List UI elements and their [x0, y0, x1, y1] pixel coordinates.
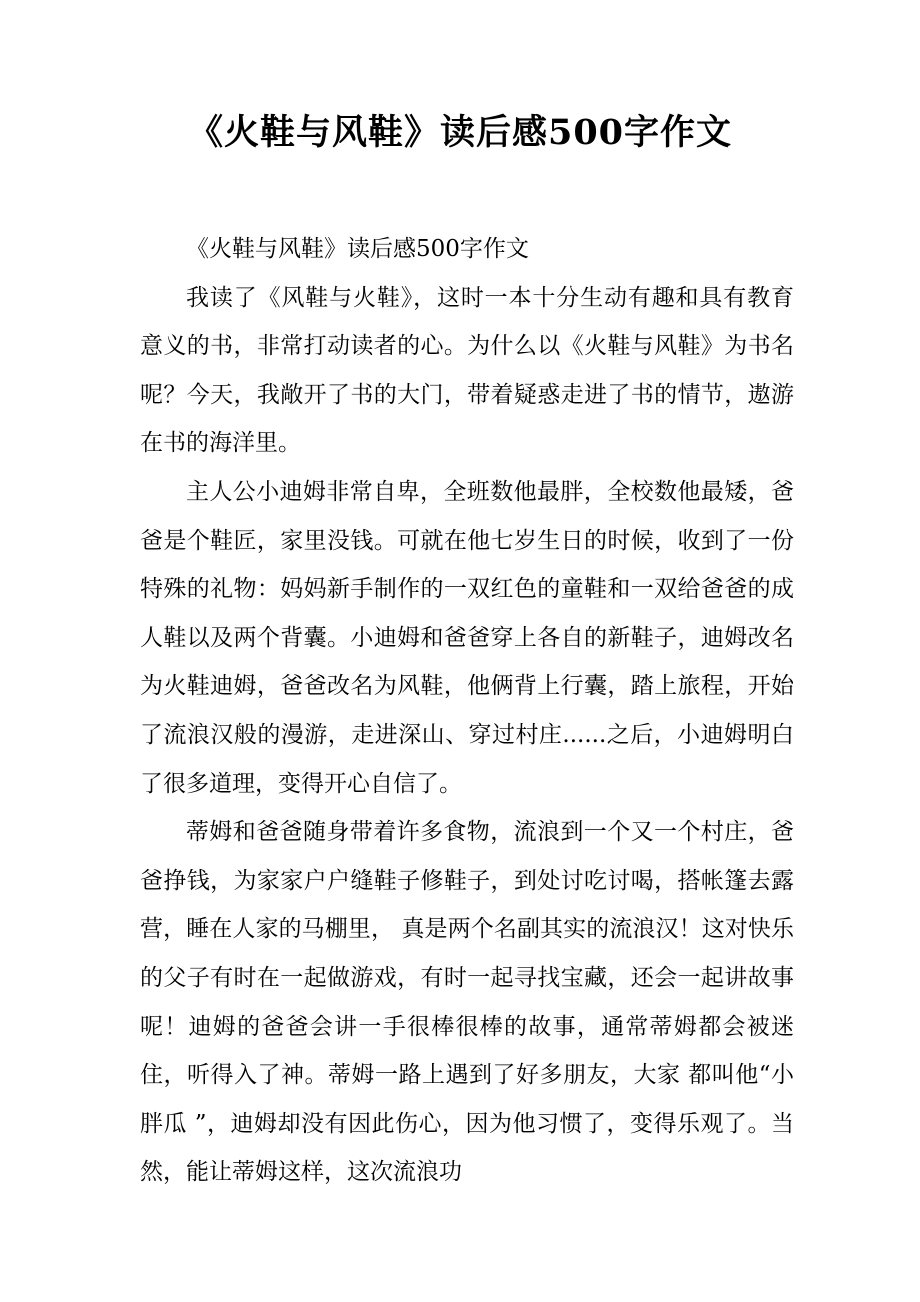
- paragraph-2: 主人公小迪姆非常自卑，全班数他最胖，全校数他最矮，爸爸是个鞋匠，家里没钱。可就在他七岁生日的时候，收到了一份特殊的礼物：妈妈新手制作的一双红色的童鞋和一双给爸爸的成人鞋以及两个背囊。小迪姆和爸爸穿上各自的新鞋子，迪姆改名为火鞋迪姆，爸爸改名为风鞋，他俩背上行囊，踏上旅程，开始了流浪汉般的漫游，走进深山、穿过村庄......之后，小迪姆明白了很多道理，变得开心自信了。: [140, 478, 794, 797]
- paragraph-3: 蒂姆和爸爸随身带着许多食物，流浪到一个又一个村庄，爸爸挣钱，为家家户户缝鞋子修鞋子，到处讨吃讨喝，搭帐篷去露营，睡在人家的马棚里， 真是两个名副其实的流浪汉！这对快乐的父子有时在一起做游戏，有时一起寻找宝藏，还会一起讲故事呢！迪姆的爸爸会讲一手很棒很棒的故事，通常蒂姆都会被迷住，听得入了神。蒂姆一路上遇到了好多朋友，大家 都叫他“小胖瓜 ”，迪姆却没有因此伤心，因为他习惯了，变得乐观了。当然，能让蒂姆这样，这次流浪功: [140, 819, 794, 1186]
- document-body: [140, 225, 794, 1197]
- paragraph-1: 我读了《风鞋与火鞋》，这时一本十分生动有趣和具有教育意义的书，非常打动读者的心。为什么以《火鞋与风鞋》为书名呢？今天，我敞开了书的大门，带着疑惑走进了书的情节，遨游在书的海洋里。: [140, 284, 794, 457]
- paragraph-subtitle: 《火鞋与风鞋》读后感500字作文: [186, 236, 529, 262]
- document-title: 《火鞋与风鞋》读后感500字作文: [187, 112, 733, 153]
